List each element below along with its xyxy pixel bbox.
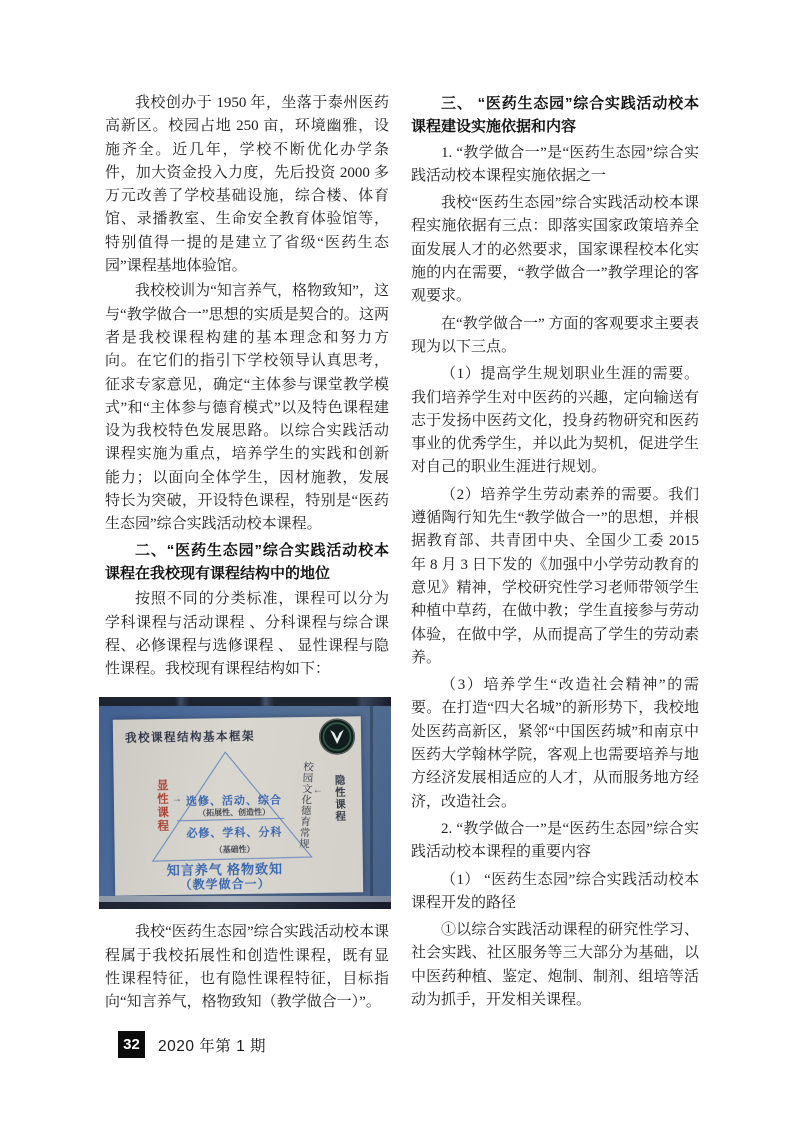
page-number-badge: 32 [118,1031,145,1058]
paragraph-course-classification: 按照不同的分类标准，课程可以分为学科课程与活动课程 、分科课程与综合课程、必修课程与选修课程 、 显性课程与隐性课程。我校现有课程结构如下： [105,591,389,678]
course-structure-slide [113,717,363,896]
paragraph-content-2: 2. “教学做合一”是“医药生态园”综合实践活动校本课程的重要内容 [411,820,699,861]
page-footer [118,1031,266,1058]
paragraph-course-position: 我校“医药生态园”综合实践活动校本课程属于我校拓展性和创造性课程，既有显性课程特征，也有隐性课程特征，目标指向“知言养气，格物致知（教学做合一）”。 [105,924,389,1011]
school-emblem-icon [318,718,357,757]
slide-row-required: 必修、学科、分科 [186,826,283,841]
paragraph-point-3: （3）培养学生“改造社会精神”的需要。在打造“四大名城”的新形势下，我校地处医药高新区，紧邻“中国医药城”和南京中医药大学翰林学院，客观上也需要培养与地方经济发展相适应的人才，从而服务地方经济，改造社会。 [411,677,699,810]
paragraph-basis-detail: 我校“医药生态园”综合实践活动校本课程实施依据有三点：即落实国家政策培养全面发展人才的必然要求，国家课程校本化实施的内在需要，“教学做合一”教学理论的客观要求。 [411,195,699,305]
arrow-right-icon: → [171,794,182,806]
paragraph-point-1: （1）提高学生规划职业生涯的需要。我们培养学生对中医药的兴趣，定向输送有志于发扬中医药文化，投身药物研究和医药事业的优秀学生，并以此为契机，促进学生对自己的职业生涯进行规划。 [411,366,699,476]
right-column [411,92,699,1017]
paragraph-school-motto: 我校校训为“知言养气，格物致知”，这与“教学做合一”思想的实质是契合的。这两者是我校课程构建的基本理念和努力方向。在它们的指引下学校领导认真思考，征求专家意见，确定“主体参与课堂教学模式”和“主体参与德育模式”以及特色课程建设为我校特色发展思路。以综合实践活动课程实施为重点，培养学生的实践和创新能力；以面向全体学生，因材施教，发展特长为突破，开设特色课程，特别是“医药生态园”综合实践活动校本课程。 [105,283,389,533]
slide-motto-line2: （教学做合一） [179,876,271,893]
paragraph-path-detail: ①以综合实践活动课程的研究性学习、社会实践、社区服务等三大部分为基础，以中医药种植、鉴定、炮制、制剂、组培等活动为抓手，开发相关课程。 [411,922,699,1008]
slide-row-required-sub: （基础性） [214,845,255,855]
paragraph-point-2: （2）培养学生劳动素养的需要。我们遵循陶行知先生“教学做合一”的思想，并根据教育部、共青团中央、全国少工委 2015 年 8 月 3 日下发的《加强中小学劳动教育的意见》精神，学校研究性学习老师带领学生种植中草药，在做中教；学生直接参与劳动体验，在做中学，从而提高了学生的劳动素养。 [411,486,699,666]
paragraph-basis-1: 1. “教学做合一”是“医药生态园”综合实践活动校本课程实施依据之一 [411,144,699,184]
slide-label-explicit-courses: 显性课程 [155,779,169,834]
slide-row-elective-sub: （拓展性、创造性） [198,807,271,818]
left-column [105,92,389,1017]
issue-label: 2020 年第 1 期 [158,1037,267,1055]
paragraph-school-intro: 我校创办于 1950 年，坐落于泰州医药高新区。校园占地 250 亩，环境幽雅，设施齐全。近几年，学校不断优化办学条件，加大资金投入力度，先后投资 2000 多万元改善了学校基础设施，综合楼、体育馆、录播教室、生命安全教育体验馆等，特别值得一提的是建立了省级“医药生态园”课程基地体验馆。 [105,95,389,275]
section-heading-2: 二、“医药生态园”综合实践活动校本课程在我校现有课程结构中的地位 [105,541,389,582]
paragraph-path-1: （1） “医药生态园”综合实践活动校本课程开发的路径 [411,871,699,911]
slide-photo [99,697,391,909]
slide-motto-line1: 知言养气 格物致知 [166,861,284,879]
slide-label-campus-culture: 校园文化德育常规 [297,761,314,850]
photo-top-strip [99,697,391,706]
section-heading-3: 三、 “医药生态园”综合实践活动校本课程建设实施依据和内容 [411,95,699,136]
arrow-left-icon: ← [312,785,323,797]
page-body [105,92,699,1017]
slide-title: 我校课程结构基本框架 [124,731,256,745]
screen-edge [370,706,373,896]
slide-row-elective: 选修、活动、综合 [185,794,283,809]
paragraph-three-points-intro: 在“教学做合一” 方面的客观要求主要表现为以下三点。 [411,315,699,355]
photo-bottom-dark-strip [99,902,391,909]
slide-label-hidden-courses: 隐性课程 [333,774,346,824]
